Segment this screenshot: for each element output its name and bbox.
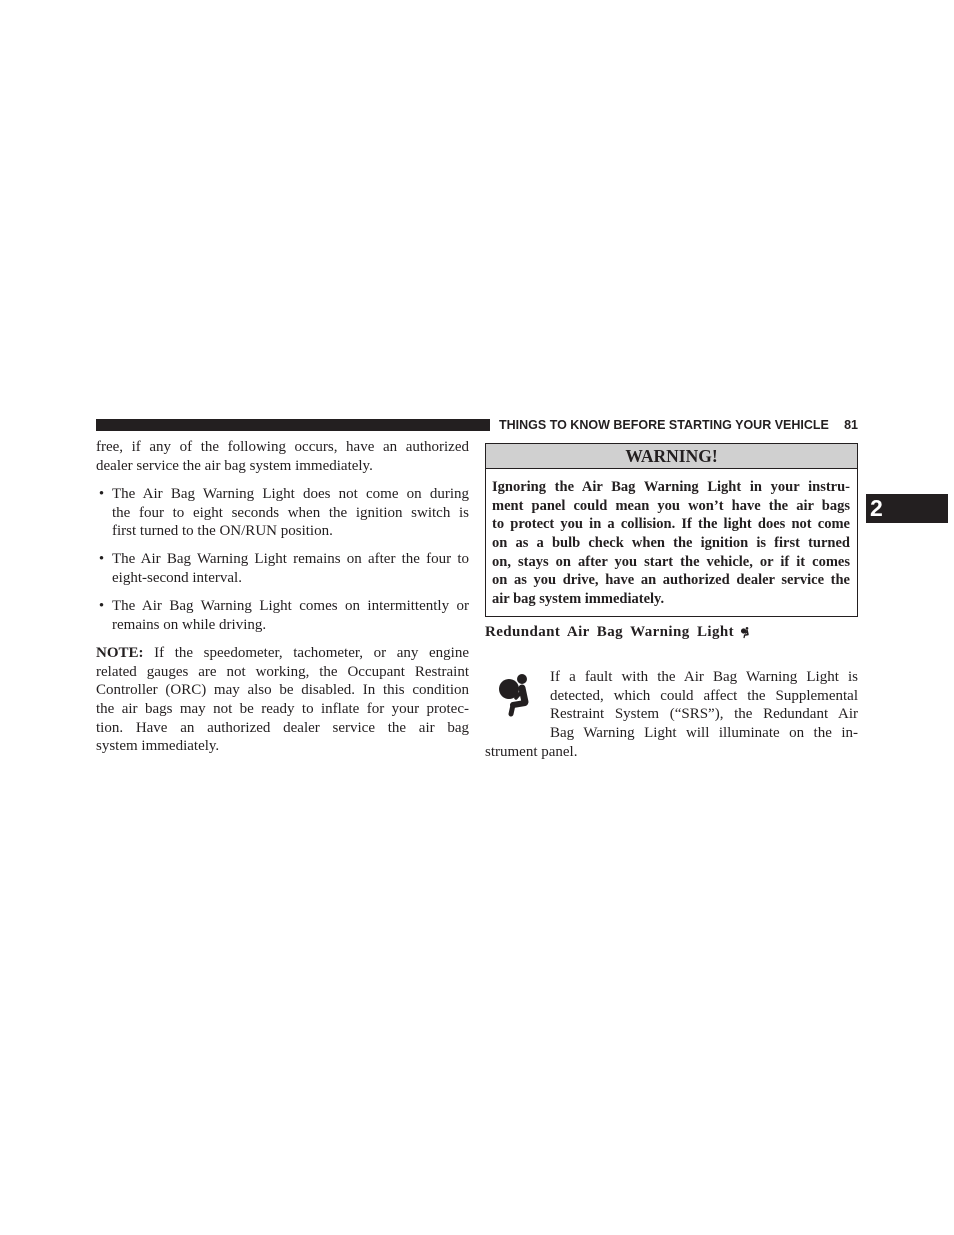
note-line: tion. Have an authorized dealer service the air bag [96, 719, 469, 736]
intro-paragraph [96, 438, 469, 475]
bullet-line: The Air Bag Warning Light remains on after the four to [112, 551, 469, 567]
bullet-line: The Air Bag Warning Light comes on intermittently or [112, 598, 469, 614]
warning-line: on as a bulb check when the ignition is first turned [492, 534, 850, 551]
bullet-text [112, 597, 469, 634]
section-title: THINGS TO KNOW BEFORE STARTING YOUR VEHICLE [499, 418, 829, 432]
bullet-line: The Air Bag Warning Light does not come on during [112, 486, 469, 502]
bullet-line: first turned to the ON/RUN position. [112, 523, 333, 540]
intro-line: free, if any of the following occurs, have an authorized [96, 439, 469, 455]
warning-line: on as you drive, have an authorized dealer service the [492, 572, 850, 589]
bullet-line: remains on while driving. [112, 616, 267, 633]
redundant-light-paragraph [485, 668, 858, 761]
note-line [96, 644, 469, 663]
warning-line: Ignoring the Air Bag Warning Light in your instru- [492, 479, 850, 495]
bullet-line: eight-second interval. [112, 569, 242, 586]
page-number: 81 [844, 418, 858, 432]
bullet-text [112, 485, 469, 541]
bullet-dot: • [98, 598, 105, 614]
intro-line: dealer service the air bag system immediately. [96, 457, 373, 474]
section-heading: Redundant Air Bag Warning Light [485, 624, 734, 640]
chapter-tab: 2 [866, 494, 948, 523]
airbag-person-icon [737, 625, 752, 639]
warning-line: ment panel could mean you won’t have the air bags [492, 497, 850, 514]
warning-text [492, 478, 850, 609]
warning-box [485, 443, 858, 617]
note-line: Controller (ORC) may also be disabled. In this condition [96, 682, 469, 699]
warning-title: WARNING! [486, 444, 857, 469]
paragraph-line: strument panel. [485, 743, 578, 760]
paragraph-line: Bag Warning Light will illuminate on the in- [550, 724, 858, 741]
note-line: system immediately. [96, 738, 220, 755]
note-line-text: If the speedometer, tachometer, or any engine [154, 645, 470, 661]
warning-line: to protect you in a collision. If the light does not come [492, 516, 850, 533]
paragraph-line: If a fault with the Air Bag Warning Light is [550, 669, 858, 685]
header-rule-bar [96, 419, 490, 431]
bullet-dot: • [98, 486, 105, 502]
note-line: related gauges are not working, the Occupant Restraint [96, 663, 469, 680]
running-head [499, 418, 858, 432]
paragraph-line: detected, which could affect the Supplemental [550, 687, 858, 704]
bullet-dot: • [98, 551, 105, 567]
bullet-text [112, 550, 469, 587]
note-paragraph [96, 644, 469, 756]
bullet-line: the four to eight seconds when the ignition switch is [112, 504, 469, 521]
warning-line: on, stays on after you start the vehicle, or if it comes [492, 553, 850, 570]
warning-line: air bag system immediately. [492, 590, 665, 607]
note-line: the air bags may not be ready to inflate for your protec- [96, 700, 469, 717]
paragraph-line: Restraint System (“SRS”), the Redundant Air [550, 706, 858, 723]
note-label: NOTE: [96, 645, 144, 661]
bullet-item [96, 485, 469, 545]
